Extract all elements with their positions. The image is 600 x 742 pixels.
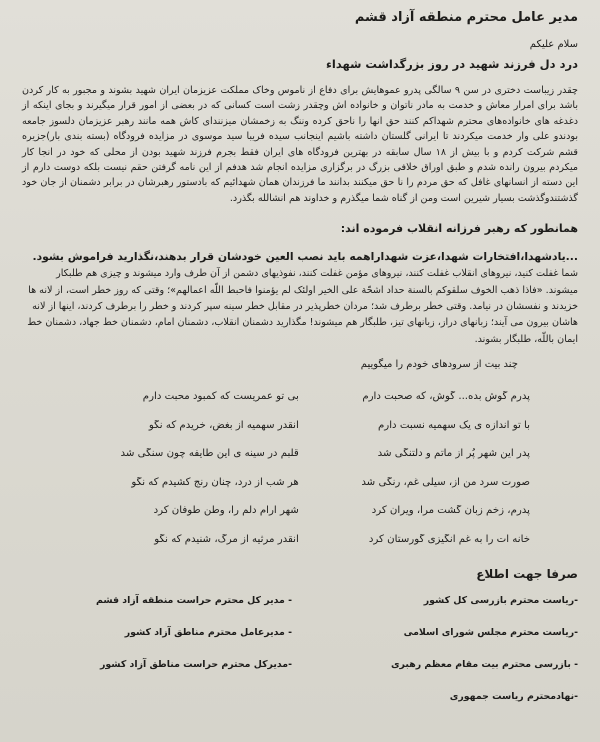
- poem-hemistich-left: آنقدر سهمیه از بغض، خریدم که نگو: [148, 419, 299, 431]
- poem-couplet: [22, 496, 578, 525]
- cc-recipient: -ریاست محترم بازرسی کل کشور: [423, 595, 578, 607]
- poem-hemistich-left: بی تو عمریست که کمبود محبت دارم: [142, 391, 299, 403]
- poem-intro: چند بیت از سرودهای خودم را میگوییم: [360, 359, 518, 371]
- leader-quote-rest: شما غفلت کنید، نیروهای انقلاب غفلت کنند، نیروهای مؤمن غفلت کنند، نفوذیهای دشمن از آن طرف وارد میشوند و چیزی هم طلبکار میشوند. «فاذا ذهب الخوف سلقوکم بالسنة حداد اشحّة علی الخیر اولئک لم یؤمنوا فاحبط اللّه اعمالهم»؛ وقتی که روز خطر است، از لانه ها خزیدند و نفسشان در نیامد. وقتی خطر برطرف شد؛ مردان خطرپذیر در مقابل خطر سینه سپر کردند و خطر را برطرف کردند، اینها از لانه هاشان بیرون می آیند؛ زبانهای دراز، زبانهای تیز، طلبگار هم میشوند! مگذارید دشمنان انقلاب، دشمنان امام، دشمنان خط جهاد، دشمنان خط ایمان باللّه، طلبگار بشوند.: [27, 268, 578, 345]
- letter-title: مدیر عامل محترم منطقه آزاد قشم: [354, 10, 578, 25]
- poem-hemistich-right: صورت سرد من از، سیلی غم، رنگی شد: [361, 476, 530, 488]
- poem: [22, 382, 578, 553]
- leader-heading: همانطور که رهبر فرزانه انقلاب فرموده اند:: [340, 222, 578, 236]
- poem-couplet: [22, 411, 578, 440]
- poem-couplet: [22, 468, 578, 497]
- poem-hemistich-right: پدر این شهر پُر از ماتم و دلتنگی شد: [377, 448, 530, 460]
- letter-subheading: درد دل فرزند شهید در روز بزرگداشت شهداء: [326, 57, 578, 71]
- cc-list: [22, 595, 578, 723]
- leader-quote-bold: ...یادشهدا،افتخارات شهدا،عزت شهداراهمه باید نصب العین خودشان قرار بدهند،نگذارید فراموش بشود.: [32, 250, 578, 264]
- poem-hemistich-right: پدرم، زخم زبان گشت مرا، ویران کرد: [371, 505, 530, 517]
- cc-recipient: -نهادمحترم ریاست جمهوری: [449, 691, 578, 703]
- cc-column-right: [308, 595, 578, 723]
- poem-hemistich-right: خانه ات را به غم انگیزی گورستان کرد: [368, 533, 530, 545]
- poem-hemistich-left: قلبم در سینه ی این طایفه چون سنگی شد: [120, 448, 299, 460]
- cc-recipient: -ریاست محترم مجلس شورای اسلامی: [403, 627, 578, 639]
- cc-recipient: - بازرسی محترم بیت مقام معظم رهبری: [390, 659, 578, 671]
- body-paragraph: چقدر زیباست دختری در سن ۹ سالگی پدرو عموهایش برای دفاع از ناموس وخاک مملکت عزیزمان ایران شهید بشوند و مجبور به کار کردن باشد برای امرار معاش و خدمت به مادر ناتوان و خانواده اش وچقدر زشت است کسانی که در بعضی از امور قرار میگیرند و بجای اینکه از دغدغه های خانواده‌های محترم شهداکم کنند حق انها را ناحق کرده وننگ به زخمشان میزنندای کاش همه مانند رهبر عزیزمان دلسوز جامعه بودندو علی وار خدمت میکردند تا ایرانی گلستان داشته باشیم اینجانب سیده فریبا سید موسوی در مزایده فرودگاه (بسته بندی بار)جزیره قشم شرکت کردم و با بیش از ۱۸ سال سابقه در بهترین فرودگاه های ایران فقط بجرم فرزند شهید بودن از محلی که خود در انجا کار میکردم بیرون رانده شدم و طبق اوراق خلافی بزرگ در برگزاری مزایده انجام شد هدفم از این نامه گرفتن حقم نیست بلکه دوست دارم از این دسته از انسانهای غافل که حق مردم را نا حق میکنند بدانند ما فرزندان همان شهدائیم که بادستور رهبرشان در برابر دشمنان از جان خود گذشتندوگذشت بسیار شیرین است ومن از گناه شما میگذرم و خداوند هم انشالله بگذرد.: [22, 85, 578, 204]
- poem-hemistich-left: آنقدر مرثیه از مرگ، شنیدم که نگو: [154, 533, 299, 545]
- leader-quote-block: [22, 249, 578, 347]
- cc-recipient: - مدیرعامل محترم مناطق آزاد کشور: [124, 627, 292, 639]
- poem-couplet: [22, 382, 578, 411]
- cc-column-left: [22, 595, 292, 723]
- poem-hemistich-right: پدرم گوش بده... گوش، که صحبت دارم: [362, 391, 530, 403]
- cc-title: صرفا جهت اطلاع: [476, 567, 578, 582]
- poem-couplet: [22, 525, 578, 554]
- poem-couplet: [22, 439, 578, 468]
- poem-hemistich-left: شهر آرام دلم را، وطن طوفان کرد: [153, 505, 299, 517]
- cc-recipient: - مدیر کل محترم حراست منطقه آزاد قشم: [95, 595, 292, 607]
- greeting: سلام علیکم: [529, 39, 578, 50]
- cc-recipient: -مدیرکل محترم حراست مناطق آزاد کشور: [100, 659, 292, 671]
- poem-hemistich-left: هر شب از درد، چنان رنج کشیدم که نگو: [131, 476, 299, 488]
- poem-hemistich-right: با تو اندازه ی یک سهمیه نسبت دارم: [378, 419, 530, 431]
